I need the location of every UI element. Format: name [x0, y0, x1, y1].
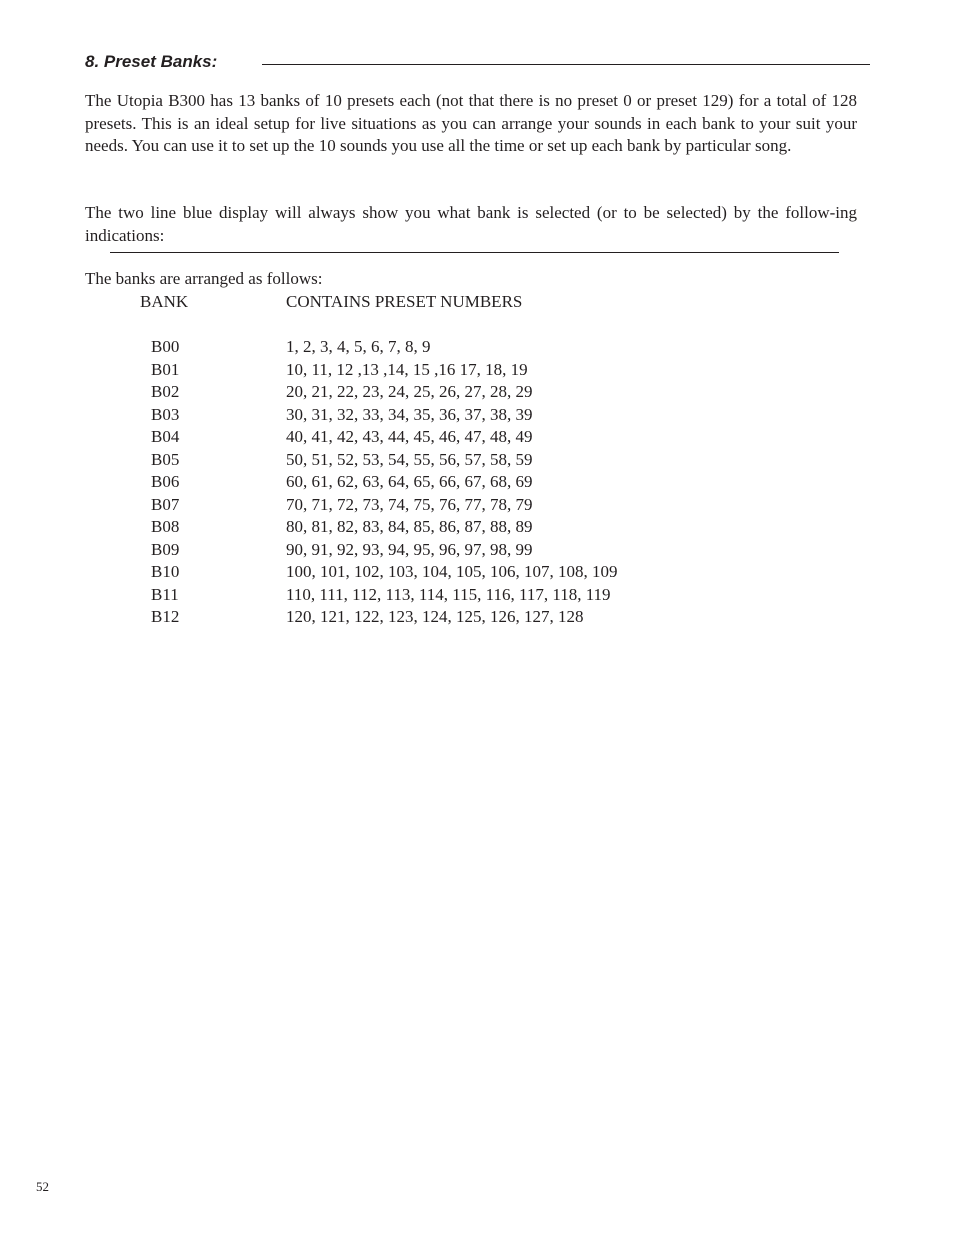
bank-id: B12: [151, 607, 180, 626]
table-intro: The banks are arranged as follows:: [85, 269, 323, 288]
bank-id: B03: [151, 404, 180, 424]
intro-paragraph: The Utopia B300 has 13 banks of 10 presets each (not that there is no preset 0 or preset 129) for a total of 128 presets. This is an ideal setup for live situations as you can arrange your sounds in each bank to your suit your needs. You can use it to set up the 10 sounds you use all the time or set up each bank by particular song.: [85, 91, 857, 155]
bank-id: B00: [151, 337, 180, 356]
bank-id: B09: [151, 539, 180, 559]
bank-presets: 90, 91, 92, 93, 94, 95, 96, 97, 98, 99: [286, 539, 533, 559]
table-row: [0, 359, 954, 382]
column-header-presets: CONTAINS PRESET NUMBERS: [286, 292, 523, 311]
bank-id: B04: [151, 427, 180, 446]
table-row: [0, 381, 954, 404]
display-paragraph: The two line blue display will always show you what bank is selected (or to be selected) by the follow-ing indications:: [85, 203, 857, 245]
table-row: [0, 584, 954, 607]
table-row: [0, 404, 954, 427]
bank-id: B11: [151, 584, 179, 604]
bank-id: B02: [151, 382, 180, 401]
bank-presets: 80, 81, 82, 83, 84, 85, 86, 87, 88, 89: [286, 517, 533, 536]
bank-id: B05: [151, 449, 180, 469]
bank-presets: 100, 101, 102, 103, 104, 105, 106, 107, 108, 109: [286, 562, 618, 581]
table-row: [0, 516, 954, 539]
bank-presets: 120, 121, 122, 123, 124, 125, 126, 127, 128: [286, 607, 584, 626]
bank-id: B06: [151, 472, 180, 491]
table-row: [0, 561, 954, 584]
bank-presets: 10, 11, 12 ,13 ,14, 15 ,16 17, 18, 19: [286, 359, 528, 379]
table-row: [0, 606, 954, 629]
bank-id: B01: [151, 359, 180, 379]
table-row: [0, 426, 954, 449]
bank-presets: 110, 111, 112, 113, 114, 115, 116, 117, 118, 119: [286, 584, 611, 604]
table-row: [0, 471, 954, 494]
table-row: [0, 336, 954, 359]
bank-presets: 20, 21, 22, 23, 24, 25, 26, 27, 28, 29: [286, 382, 533, 401]
bank-table: [0, 336, 954, 629]
column-header-bank: BANK: [140, 292, 189, 311]
table-row: [0, 449, 954, 472]
table-row: [0, 539, 954, 562]
bank-presets: 40, 41, 42, 43, 44, 45, 46, 47, 48, 49: [286, 427, 533, 446]
bank-presets: 30, 31, 32, 33, 34, 35, 36, 37, 38, 39: [286, 404, 533, 424]
bank-presets: 70, 71, 72, 73, 74, 75, 76, 77, 78, 79: [286, 494, 533, 514]
bank-id: B07: [151, 494, 180, 514]
bank-id: B08: [151, 517, 180, 536]
section-heading: 8. Preset Banks:: [85, 52, 218, 71]
bank-id: B10: [151, 562, 180, 581]
bank-presets: 60, 61, 62, 63, 64, 65, 66, 67, 68, 69: [286, 472, 533, 491]
page-number: 52: [36, 1179, 49, 1194]
table-row: [0, 494, 954, 517]
display-divider: [110, 252, 839, 253]
heading-rule: [262, 64, 870, 65]
bank-presets: 1, 2, 3, 4, 5, 6, 7, 8, 9: [286, 337, 431, 356]
bank-presets: 50, 51, 52, 53, 54, 55, 56, 57, 58, 59: [286, 449, 533, 469]
